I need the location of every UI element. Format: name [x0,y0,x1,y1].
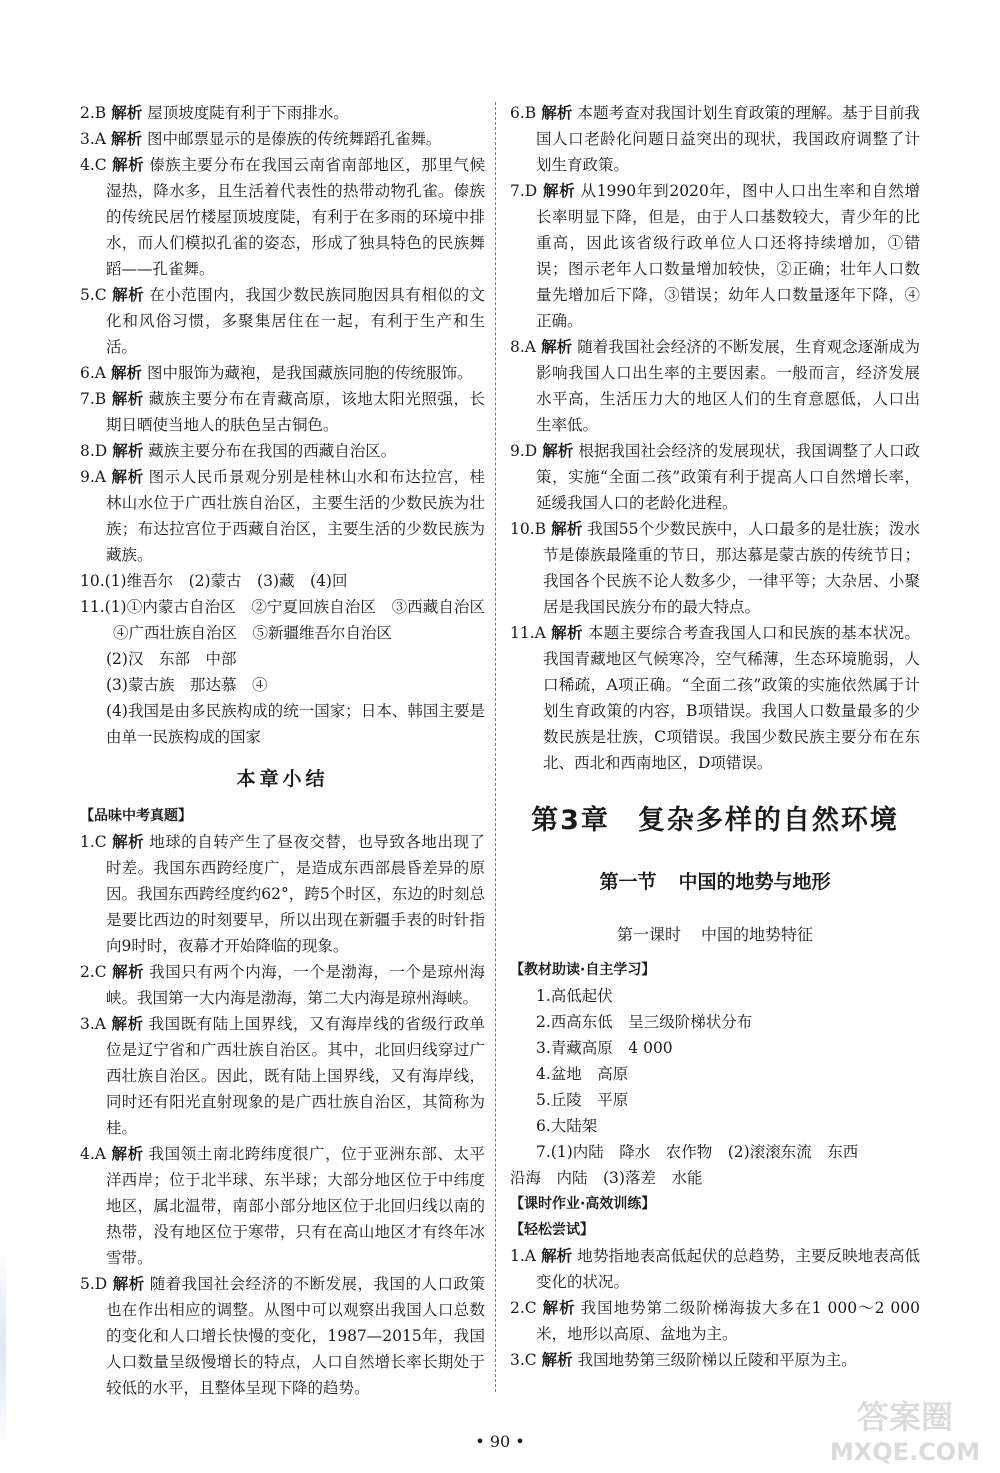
chapter-summary-title: 本章小结 [236,768,329,790]
answer-q10: 10.(1)维吾尔 (2)蒙古 (3)藏 (4)回 [80,572,348,590]
section-label: 【品味中考真题】 [80,808,192,824]
answer-item: 2.B 解析 屋顶坡度陡有利于下雨排水。 [80,104,349,122]
answer-item: 6.A 解析 图中服饰为藏袍，是我国藏族同胞的传统服饰。 [80,364,473,382]
answer-item: 2.C 解析 我国只有两个内海，一个是渤海，一个是琼州海峡。我国第一大内海是渤海，第二大内海是琼州海峡。 [80,963,485,1007]
section-heading [510,867,920,894]
section-label: 【教材助读·自主学习】 [510,962,656,978]
list-item: 6.大陆架 [536,1117,598,1135]
list-item: 2.西高东低 呈三级阶梯状分布 [536,1013,753,1031]
answer-item: 1.C 解析 地球的自转产生了昼夜交替，也导致各地出现了时差。我国东西跨经度广，是造成东西部晨昏差异的原因。我国东西跨经度约62°，跨5个时区，东边的时刻总是要比西边的时刻要早，所以出现在新疆手表的时针指向9时时，夜幕才开始降临的现象。 [80,833,485,955]
right-column [510,100,920,1373]
chapter-heading [510,798,920,837]
list-item: 3.青藏高原 4 000 [536,1039,673,1057]
answer-item: 7.B 解析 藏族主要分布在青藏高原，该地太阳光照强，长期日晒使当地人的肤色呈古铜色。 [80,390,485,434]
section-label: 【课时作业·高效训练】 [510,1196,656,1212]
section-title: 中国的地势与地形 [678,871,831,893]
list-item: 4.盆地 高原 [536,1065,629,1083]
answer-item: 7.D 解析 从1990年到2020年，图中人口出生率和自然增长率明显下降，但是，由于人口基数较大，青少年的比重高，因此该省级行政单位人口还将持续增加，①错误；图示老年人口数量增加较快，②正确；壮年人口数量先增加后下降，③错误；幼年人口数量逐年下降，④正确。 [510,182,920,330]
answer-q11-part1: 11.(1)①内蒙古自治区 ②宁夏回族自治区 ③西藏自治区④广西壮族自治区 ⑤新疆维吾尔自治区 [80,598,485,642]
answer-item: 1.A 解析 地势指地表高低起伏的总趋势，主要反映地表高低变化的状况。 [510,1247,920,1291]
watermark-logo [815,1392,995,1468]
answer-item: 4.C 解析 傣族主要分布在我国云南省南部地区，那里气候湿热，降水多，且生活着代表性的热带动物孔雀。傣族的传统民居竹楼屋顶坡度陡，有利于在多雨的环境中排水，而人们模拟孔雀的姿态，形成了独具特色的民族舞蹈——孔雀舞。 [80,156,485,278]
list-item: 1.高低起伏 [536,987,613,1005]
lesson-heading [510,922,920,945]
answer-item: 3.C 解析 我国地势第三级阶梯以丘陵和平原为主。 [510,1351,857,1369]
page-number: • 90 • [475,1432,525,1451]
answer-item: 4.A 解析 我国领土南北跨纬度很广，位于亚洲东部、太平洋西岸；位于北半球、东半球；大部分地区位于中纬度地区，属北温带，南部小部分地区位于北回归线以南的热带，没有地区位于寒带，只有在高山地区才有终年冰雪带。 [80,1145,485,1267]
answer-item: 9.A 解析 图示人民币景观分别是桂林山水和布达拉宫，桂林山水位于广西壮族自治区，主要生活的少数民族为壮族；布达拉宫位于西藏自治区，主要生活的少数民族为藏族。 [80,468,485,564]
answer-q11-part4: (4)我国是由多民族构成的统一国家；日本、韩国主要是由单一民族构成的国家 [106,702,485,746]
answer-item: 5.D 解析 随着我国社会经济的不断发展，我国的人口政策也在作出相应的调整。从图中可以观察出我国人口总数的变化和人口增长快慢的变化，1987—2015年，我国人口数量呈级慢增长的特点，人口自然增长率长期处于较低的水平，且整体呈现下降的趋势。 [80,1275,485,1397]
answer-item: 11.A 解析 本题主要综合考查我国人口和民族的基本状况。我国青藏地区气候寒冷，空气稀薄，生态环境脆弱，人口稀疏，A项正确。“全面二孩”政策的实施依然属于计划生育政策的内容，B项错误。我国人口数量最多的少数民族是壮族，C项错误。我国少数民族主要分布在东北、西北和西南地区，D项错误。 [510,624,920,772]
column-divider [495,102,496,1392]
scan-edge-tint [0,1250,6,1450]
answer-item: 3.A 解析 图中邮票显示的是傣族的传统舞蹈孔雀舞。 [80,130,442,148]
answer-item: 10.B 解析 我国55个少数民族中，人口最多的是壮族；泼水节是傣族最隆重的节日，那达慕是蒙古族的传统节日；我国各个民族不论人数多少，一律平等；大杂居、小聚居是我国民族分布的最大特点。 [510,520,920,616]
lesson-title: 中国的地势特征 [701,925,814,944]
answer-q11-part3: (3)蒙古族 那达慕 ④ [106,676,268,694]
answer-item: 8.D 解析 藏族主要分布在我国的西藏自治区。 [80,442,397,460]
answer-q11-part2: (2)汉 东部 中部 [106,650,237,668]
answer-item: 5.C 解析 在小范围内，我国少数民族同胞因具有相似的文化和风俗习惯，多聚集居住在一起，有利于生产和生活。 [80,286,485,356]
answer-item: 9.D 解析 根据我国社会经济的发展现状，我国调整了人口政策，实施“全面二孩”政策有利于提高人口自然增长率，延缓我国人口的老龄化进程。 [510,442,920,512]
answer-item: 2.C 解析 我国地势第二级阶梯海拔大多在1 000～2 000米，地形以高原、盆地为主。 [510,1299,920,1343]
lesson-number: 第一课时 [616,925,681,944]
list-item: 7.(1)内陆 降水 农作物 (2)滚滚东流 东西 [536,1143,859,1161]
watermark-text: 答案圈 [856,1398,954,1436]
answer-item: 8.A 解析 随着我国社会经济的不断发展，生育观念逐渐成为影响我国人口出生率的主要因素。一般而言，经济发展水平高，生活压力大的地区人们的生育意愿低，人口出生率低。 [510,338,920,434]
list-item-continued: 沿海 内陆 (3)落差 水能 [510,1169,703,1187]
answer-item: 6.B 解析 本题考查对我国计划生育政策的理解。基于目前我国人口老龄化问题日益突出的现状，我国政府调整了计划生育政策。 [510,104,920,174]
watermark-url: MXQE.COM [829,1438,981,1466]
answer-item: 3.A 解析 我国既有陆上国界线，又有海岸线的省级行政单位是辽宁省和广西壮族自治区。其中，北回归线穿过广西壮族自治区。因此，既有陆上国界线，又有海岸线，同时还有阳光直射现象的是广西壮族自治区，其简称为桂。 [80,1015,485,1137]
chapter-number: 第3章 [531,805,610,836]
section-label: 【轻松尝试】 [510,1222,594,1238]
section-number: 第一节 [599,871,657,893]
left-column [80,100,485,1401]
list-item: 5.丘陵 平原 [536,1091,629,1109]
chapter-title: 复杂多样的自然环境 [637,805,899,836]
